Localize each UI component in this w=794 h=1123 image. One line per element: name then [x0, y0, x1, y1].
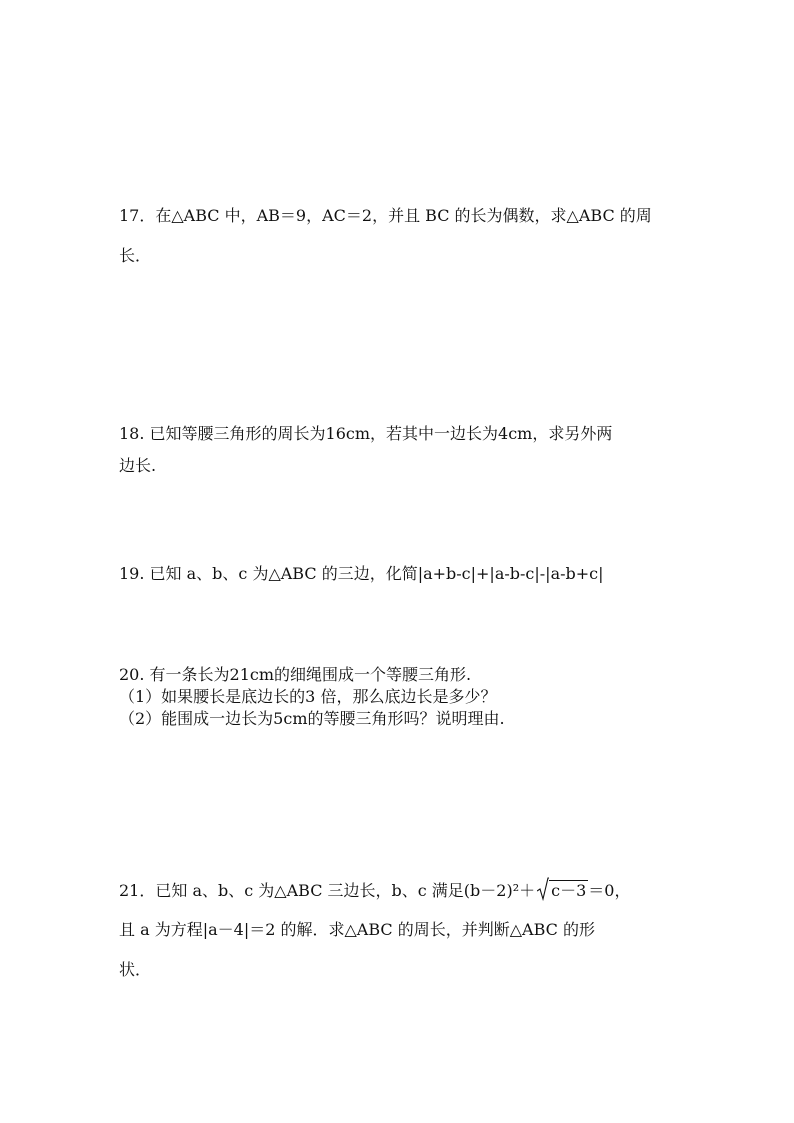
- question-21-line-1: [119, 880, 630, 901]
- radical-sign-icon: [537, 877, 549, 901]
- question-19-line-1: 19. 已知 a、b、c 为△ABC 的三边，化简|a+b-c|+|a-b-c|-|a-b+c|: [119, 564, 604, 583]
- square-root-expression: [537, 880, 588, 901]
- square-root-radicand: c－3: [551, 881, 587, 900]
- question-20-part-2: （2）能围成一边长为5cm的等腰三角形吗？说明理由.: [119, 709, 505, 728]
- question-18-line-1: 18. 已知等腰三角形的周长为16cm，若其中一边长为4cm，求另外两: [119, 424, 613, 443]
- question-21-line-3: 状．: [119, 960, 152, 979]
- question-20-line-1: 20. 有一条长为21cm的细绳围成一个等腰三角形.: [119, 665, 472, 684]
- question-17-line-2: 长．: [119, 246, 152, 265]
- question-21-line-1-prefix: 21．已知 a、b、c 为△ABC 三边长，b、c 满足(b－2)²＋: [119, 881, 536, 900]
- question-21-line-1-suffix: ＝0，: [588, 881, 631, 900]
- question-21-line-2: 且 a 为方程|a－4|＝2 的解．求△ABC 的周长，并判断△ABC 的形: [119, 920, 595, 939]
- question-18-line-2: 边长.: [119, 456, 157, 475]
- question-17-line-1: 17．在△ABC 中，AB＝9，AC＝2，并且 BC 的长为偶数，求△ABC 的周: [119, 206, 652, 225]
- question-20-part-1: （1）如果腰长是底边长的3 倍，那么底边长是多少？: [119, 687, 497, 706]
